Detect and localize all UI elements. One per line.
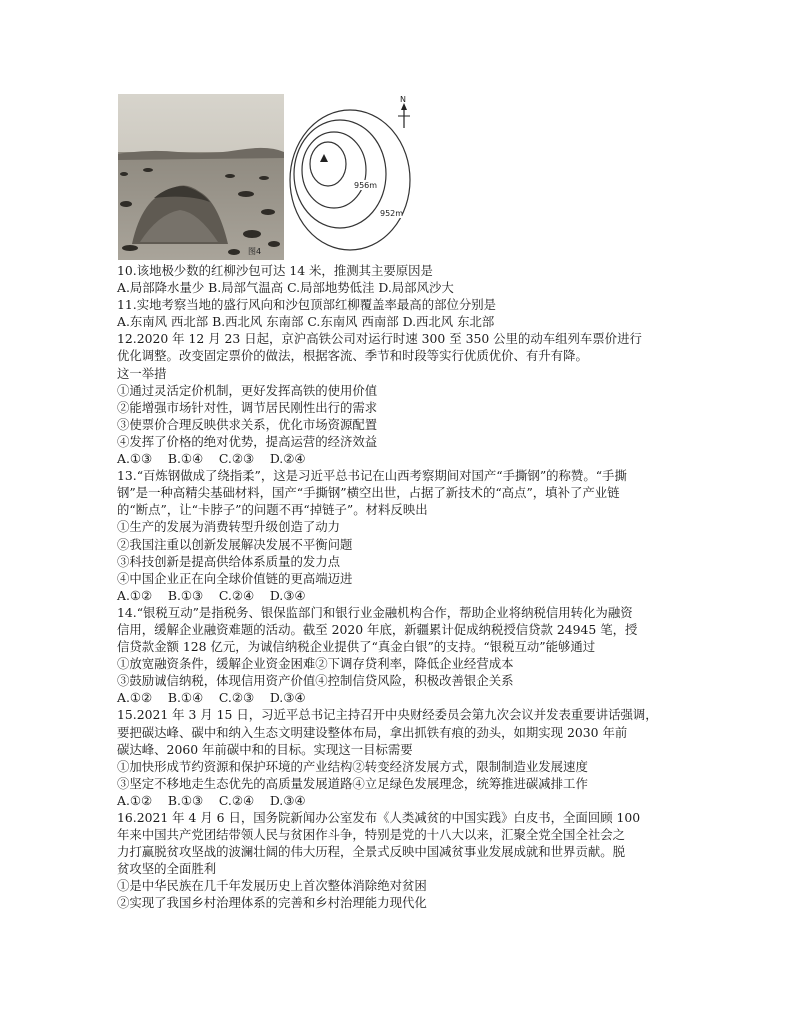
text-line: ①放宽融资条件，缓解企业资金困难②下调存贷利率，降低企业经营成本 xyxy=(117,656,514,672)
text-line: ③科技创新是提高供给体系质量的发力点 xyxy=(117,553,341,569)
answer-options: A.①② B.①③ C.②④ D.③④ xyxy=(117,792,306,808)
north-arrow-icon xyxy=(398,95,410,128)
answer-options: A.①② B.①④ C.②③ D.③④ xyxy=(117,690,306,706)
text-line: 12.2020 年 12 月 23 日起，京沪高铁公司对运行时速 300 至 350 公里的动车组列车票价进行 xyxy=(117,331,642,347)
text-line: 力打赢脱贫攻坚战的波澜壮阔的伟大历程，全景式反映中国减贫事业发展成就和世界贡献。脱 xyxy=(117,844,626,860)
text-line: 16.2021 年 4 月 6 日，国务院新闻办公室发布《人类减贫的中国实践》白皮书，全面回顾 100 xyxy=(117,810,641,825)
contour-label-952: 952m xyxy=(380,209,404,218)
question-text xyxy=(117,262,677,912)
text-line: 这一举措 xyxy=(117,365,167,381)
text-line: ①是中华民族在几千年发展历史上首次整体消除绝对贫困 xyxy=(117,878,427,894)
north-label: N xyxy=(400,95,406,104)
text-line: 要把碳达峰、碳中和纳入生态文明建设整体布局，拿出抓铁有痕的劲头，如期实现 2030 年前 xyxy=(117,724,628,740)
text-line: ②我国注重以创新发展解决发展不平衡问题 xyxy=(117,536,353,552)
text-line: 10.该地极少数的红柳沙包可达 14 米，推测其主要原因是 xyxy=(117,263,433,278)
text-line: 钢”是一种高精尖基础材料，国产“手撕钢”横空出世，占据了新技术的“高点”，填补了产业链 xyxy=(117,485,620,501)
text-line: 15.2021 年 3 月 15 日，习近平总书记主持召开中央财经委员会第九次会议并发表重要讲话强调， xyxy=(117,707,658,723)
text-line: ③鼓励诚信纳税，体现信用资产价值④控制信贷风险，积极改善银企关系 xyxy=(117,673,514,689)
text-line: 信用，缓解企业融资难题的活动。截至 2020 年底，新疆累计促成纳税授信贷款 24945 笔，授 xyxy=(117,621,638,637)
text-line: ②实现了我国乡村治理体系的完善和乡村治理能力现代化 xyxy=(117,895,427,911)
text-line: 14.“银税互动”是指税务、银保监部门和银行业金融机构合作，帮助企业将纳税信用转化为融资 xyxy=(117,604,633,620)
red-willow-sand-mound-photo xyxy=(118,94,284,260)
text-line: ①加快形成节约资源和保护环境的产业结构②转变经济发展方式，限制制造业发展速度 xyxy=(117,758,588,774)
text-line: A.东南风 西北部 B.西北风 东南部 C.东南风 西南部 D.西北风 东北部 xyxy=(117,314,495,330)
text-line: ②能增强市场针对性，调节居民刚性出行的需求 xyxy=(117,399,378,415)
contour-outer xyxy=(290,110,410,250)
peak-marker-icon xyxy=(320,154,328,162)
text-line: ①生产的发展为消费转型升级创造了动力 xyxy=(117,519,341,535)
text-line: 贫攻坚的全面胜利 xyxy=(117,861,217,877)
text-line: ④发挥了价格的绝对优势，提高运营的经济效益 xyxy=(117,433,378,449)
text-line: 的“断点”，让“卡脖子”的问题不再“掉链子”。材料反映出 xyxy=(117,502,428,518)
figure-caption: 图4 xyxy=(248,247,262,256)
answer-options: A.①② B.①③ C.②④ D.③④ xyxy=(117,587,306,603)
contour-ring-3 xyxy=(294,120,386,228)
text-line: ③坚定不移地走生态优先的高质量发展道路④立足绿色发展理念，统筹推进碳减排工作 xyxy=(117,775,588,791)
text-line: 11.实地考察当地的盛行风向和沙包顶部红柳覆盖率最高的部位分别是 xyxy=(117,297,497,313)
text-line: 13.“百炼钢做成了绕指柔”，这是习近平总书记在山西考察期间对国产“手撕钢”的称赞。“手撕 xyxy=(117,468,627,484)
text-line: 信贷款金额 128 亿元，为诚信纳税企业提供了“真金白银”的支持。“银税互动”能够通过 xyxy=(117,639,596,655)
contour-inner xyxy=(310,142,346,186)
text-line: 年来中国共产党团结带领人民与贫困作斗争，特别是党的十八大以来，汇聚全党全国全社会之 xyxy=(117,827,626,843)
text-line: ①通过灵活定价机制，更好发挥高铁的使用价值 xyxy=(117,382,378,398)
text-line: 碳达峰、2060 年前碳中和的目标。实现这一目标需要 xyxy=(117,741,413,757)
contour-label-956: 956m xyxy=(354,181,378,190)
text-line: 优化调整。改变固定票价的做法，根据客流、季节和时段等实行优质优价、有升有降。 xyxy=(117,348,588,364)
text-line: A.局部降水量少 B.局部气温高 C.局部地势低洼 D.局部风沙大 xyxy=(117,280,454,296)
text-line: ③使票价合理反映供求关系，优化市场资源配置 xyxy=(117,416,378,432)
answer-options: A.①③ B.①④ C.②③ D.②④ xyxy=(117,451,306,467)
text-line: ④中国企业正在向全球价值链的更高端迈进 xyxy=(117,570,353,586)
figure-4 xyxy=(118,94,450,260)
contour-map xyxy=(286,94,450,260)
